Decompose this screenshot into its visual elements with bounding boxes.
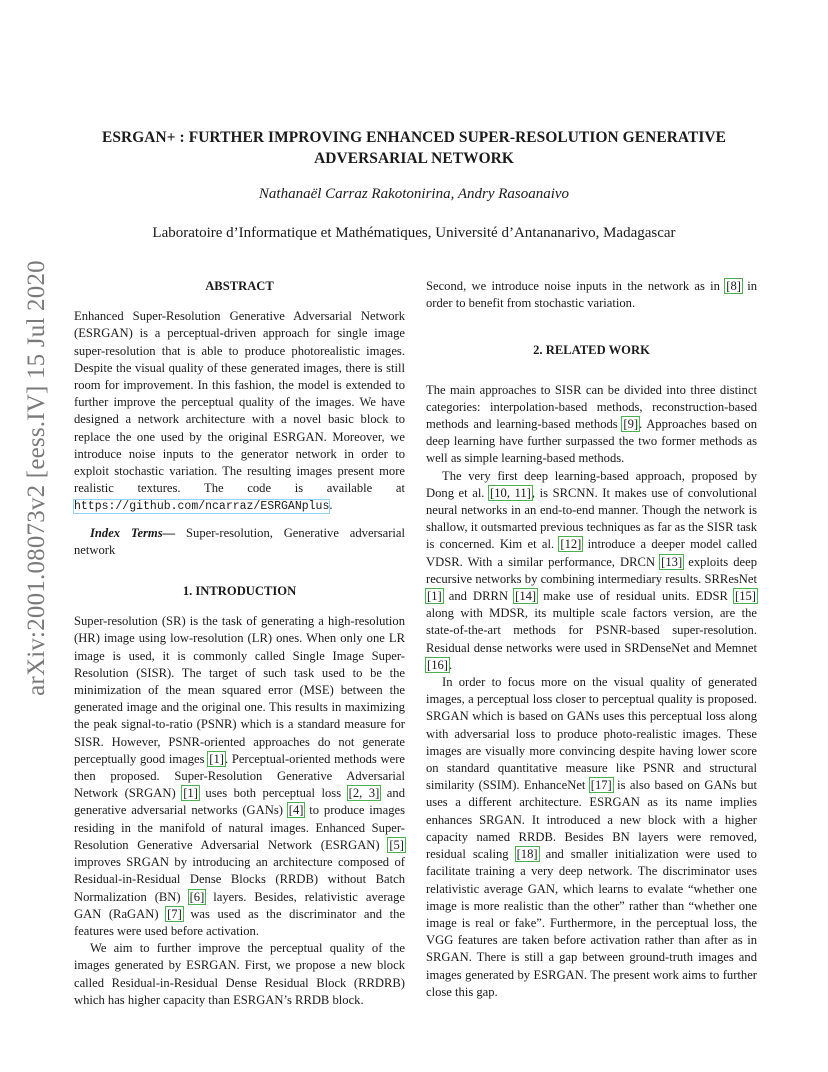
index-terms-label: Index Terms— [90,525,176,540]
title-line-1: ESRGAN+ : FURTHER IMPROVING ENHANCED SUPER-RESOLUTION GENERATIVE [101,129,727,146]
affiliation: Laboratoire d’Informatique et Mathématiques, Université d’Antananarivo, Madagascar [152,225,676,241]
related-text: and DRRN [442,589,515,604]
related-text: and smaller initialization were used to facilitate training a very deep network. The discriminator uses relativistic average GAN, which learns to evalate “whether one image is more realistic than the other” rather than “whether one image is real or fake”. Furthermore, in the perceptual loss, the VGG features are taken before activation rather than after as in SRGAN. There is still a gap between ground-truth images and images generated by ESRGAN. The present work aims to further close this gap. [426,847,757,999]
related-text: . [448,657,453,672]
citation-link[interactable]: [1] [209,751,224,766]
intro-paragraph-3 [426,278,757,312]
index-terms [74,525,405,559]
citation-link[interactable]: [12] [560,537,582,552]
related-text: along with MDSR, its multiple scale factors version, are the state-of-the-art methods for PSNR-based super-resolution. Residual dense networks were used in SRDenseNet and Memnet [426,606,757,655]
related-text: The main approaches to SISR can be divided into three distinct categories: interpolation-based methods, reconstruction-based methods and learning-based methods [426,382,757,432]
title-line-2: ADVERSARIAL NETWORK [314,150,514,167]
citation-link[interactable]: [1] [427,589,442,604]
left-column [74,278,405,1009]
citation-link[interactable]: [13] [661,554,683,569]
citation-link[interactable]: [9] [623,417,639,432]
related-paragraph-3 [426,674,757,1001]
citation-link[interactable]: [8] [726,279,741,293]
related-text: introduce a deeper model called VDSR. With a similar performance, DRCN [426,537,757,569]
related-text: is also based on GANs but uses a different architecture. ESRGAN as its name implies enhances SRGAN. It introduced a new block with a higher capacity named RRDB. Besides BN layers were removed, residual scaling [426,778,757,862]
intro-text: to produce images residing in the manifold of natural images. Enhanced Super-Resolution Generative Adversarial Network (ESRGAN) [74,803,405,852]
related-text: In order to focus more on the visual quality of generated images, a perceptual loss closer to perceptual quality is proposed. SRGAN which is based on GANs uses this perceptual loss along with adversarial loss to produce photo-realistic images. These images are visually more convincing despite having lower score on standard quantitative measure like PSNR and structural similarity (SSIM). EnhanceNet [426,675,757,793]
code-url-link[interactable]: https://github.com/ncarraz/ESRGANplus [74,500,330,514]
abstract-heading: ABSTRACT [205,279,274,293]
citation-link[interactable]: [5] [389,837,404,852]
intro-paragraph-1 [74,613,405,940]
intro-text: . Perceptual-oriented methods were then proposed. Super-Resolution Generative Adversarial Network (SRGAN) [74,751,406,801]
authors: Nathanaël Carraz Rakotonirina, Andry Rasoanaivo [258,186,570,202]
citation-link[interactable]: [2, 3] [348,786,380,801]
related-text: . Approaches based on deep learning have further surpassed the two former methods as well as simple learning-based methods. [426,417,757,466]
related-text: exploits deep recursive networks by combining intermediary results. SRResNet [426,554,757,586]
related-paragraph-2 [426,468,757,674]
intro-text: improves SRGAN by introducing an architecture composed of Residual-in-Residual Dense Blocks (RRDB) without Batch Normalization (BN) [74,855,405,904]
arxiv-side-stamp [0,0,70,1072]
intro-paragraph-2: We aim to further improve the perceptual quality of the images generated by ESRGAN. First, we propose a new block called Residual-in-Residual Dense Residual Block (RRDRB) which has higher capacity than ESRGAN’s RRDB block. [74,941,405,1007]
arxiv-identifier: arXiv:2001.08073v2 [eess.IV] 15 Jul 2020 [23,260,50,696]
right-column [426,278,757,1001]
intro-text: Super-resolution (SR) is the task of generating a high-resolution (HR) image using low-resolution (LR) ones. When only one LR image is used, it is commonly called Single Image Super-Resolution (SISR). The target of such task used to be the minimization of the mean squared error (MSE) between the generated image and the original one. This results in maximizing the peak signal-to-ratio (PSNR) which is a standard measure for SISR. However, PSNR-oriented approaches do not generate perceptually good images [74,614,405,766]
citation-link[interactable]: [10, 11] [490,485,531,500]
paper-title [70,127,758,169]
citation-link[interactable]: [7] [167,906,182,921]
intro-text: was used as the discriminator and the features were used before activation. [74,906,405,938]
citation-link[interactable]: [15] [735,589,756,604]
abstract-end: . [329,498,333,513]
citation-link[interactable]: [6] [189,889,205,904]
citation-link[interactable]: [18] [516,847,538,862]
intro-text: uses both perceptual loss [198,786,348,801]
intro-heading: 1. INTRODUCTION [182,584,297,599]
intro-text: Second, we introduce noise inputs in the network as in [426,279,726,293]
citation-link[interactable]: [17] [590,778,612,793]
citation-link[interactable]: [14] [515,589,537,604]
abstract-text [74,308,405,515]
related-text: The very first deep learning-based approach, proposed by Dong et al. [426,468,757,500]
intro-text: and generative adversarial networks (GANs) [74,786,405,818]
index-terms-text: Super-resolution, Generative adversarial network [74,525,406,557]
related-text: , is SRCNN. It makes use of convolutional neural networks in an end-to-end manner. Though the network is shallow, it outsmarted previous techniques as far as the SISR task is concerned. Kim et al. [426,485,758,552]
abstract-body: Enhanced Super-Resolution Generative Adversarial Network (ESRGAN) is a perceptual-driven approach for single image super-resolution that is able to produce photorealistic images. Despite the visual quality of these generated images, there is still room for improvement. In this fashion, the model is extended to further improve the perceptual quality of the images. We have designed a network architecture with a novel basic block to replace the one used by the original ESRGAN. Moreover, we introduce noise inputs to the generator network in order to exploit stochastic variation. The resulting images present more realistic textures. The code is available at [74,309,405,496]
related-paragraph-1 [426,382,757,468]
intro-text: layers. Besides, relativistic average GAN (RaGAN) [74,889,405,921]
intro-text: in order to benefit from stochastic variation. [426,279,757,311]
citation-link[interactable]: [4] [288,803,304,818]
related-heading: 2. RELATED WORK [533,343,650,358]
related-text: make use of residual units. EDSR [537,589,735,604]
citation-link[interactable]: [16] [427,657,448,672]
citation-link[interactable]: [1] [183,786,198,801]
